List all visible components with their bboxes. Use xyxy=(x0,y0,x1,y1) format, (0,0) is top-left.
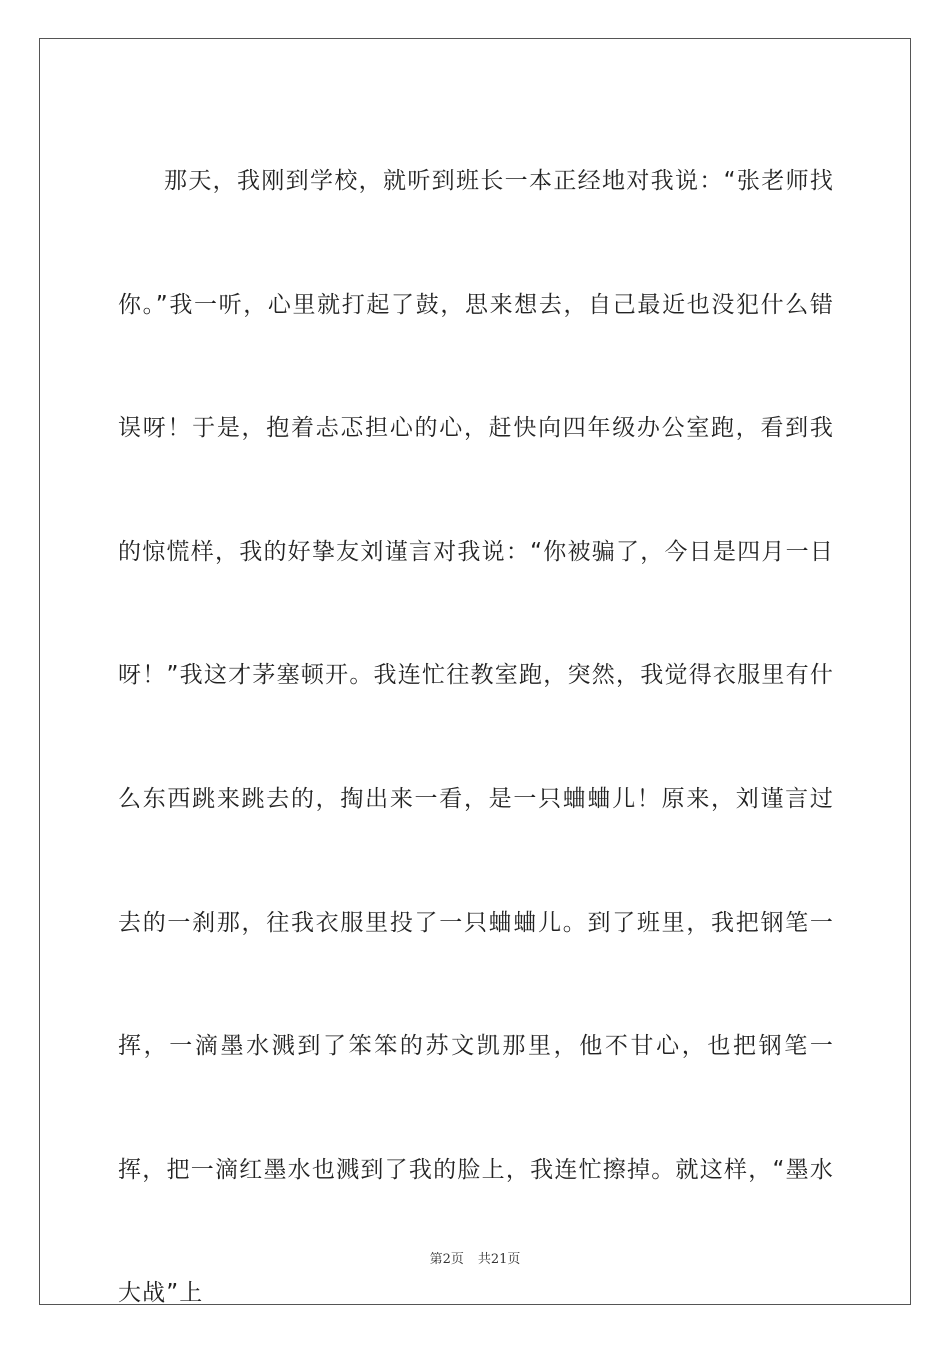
total-pages-label: 共21页 xyxy=(477,1252,521,1267)
body-paragraph: 那天，我刚到学校，就听到班长一本正经地对我说：“张老师找你。”我一听，心里就打起了鼓，思来想去，自己最近也没犯什么错误呀！于是，抱着忐忑担心的心，赶快向四年级办公室跑，看到我的惊慌样，我的好挚友刘谨言对我说：“你被骗了，今日是四月一日呀！”我这才茅塞顿开。我连忙往教室跑，突然，我觉得衣服里有什么东西跳来跳去的，掏出来一看，是一只蛐蛐儿！原来，刘谨言过去的一刹那，往我衣服里投了一只蛐蛐儿。到了班里，我把钢笔一挥，一滴墨水溅到了笨笨的苏文凯那里，他不甘心，也把钢笔一挥，把一滴红墨水也溅到了我的脸上，我连忙擦掉。就这样，“墨水大战”上 xyxy=(118,168,834,1307)
current-page-label: 第2页 xyxy=(429,1252,464,1267)
page-footer xyxy=(0,1248,950,1267)
